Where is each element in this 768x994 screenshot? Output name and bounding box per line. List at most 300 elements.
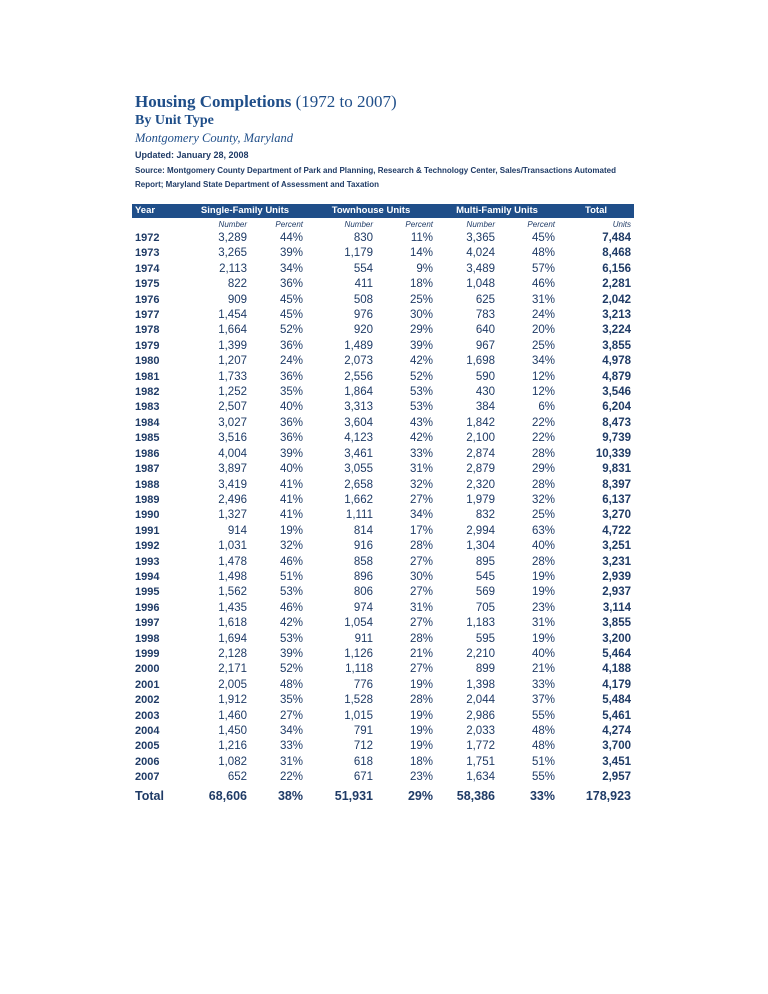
table-row — [132, 770, 634, 785]
cell-mf-percent: 22% — [531, 416, 555, 429]
cell-mf-number: 899 — [475, 663, 495, 676]
cell-mf-number: 1,979 — [466, 493, 495, 506]
cell-th-number: 1,126 — [344, 647, 373, 660]
cell-mf-number: 895 — [475, 555, 495, 568]
subheader-sf-number: Number — [218, 220, 247, 229]
table-row — [132, 570, 634, 585]
cell-th-number: 858 — [353, 555, 373, 568]
cell-sf-percent: 44% — [279, 232, 303, 244]
cell-sf-percent: 48% — [279, 678, 303, 691]
cell-th-percent: 53% — [409, 386, 433, 399]
cell-mf-percent: 31% — [531, 617, 555, 630]
total-mf-number: 58,386 — [456, 788, 495, 803]
source-note: Source: Montgomery County Department of Park and Planning, Research & Technology Center, Sales/Transactions Automated Report; Maryland State Department of Assessment and Taxation — [135, 166, 616, 189]
cell-mf-number: 2,320 — [466, 478, 495, 491]
cell-sf-percent: 51% — [279, 570, 303, 583]
cell-sf-number: 1,562 — [218, 586, 247, 599]
cell-total-units: 2,281 — [602, 278, 631, 291]
cell-mf-number: 1,183 — [466, 617, 495, 630]
cell-year: 1985 — [135, 432, 160, 445]
cell-mf-percent: 48% — [531, 725, 555, 737]
cell-year: 2003 — [135, 709, 160, 722]
cell-total-units: 3,251 — [602, 540, 631, 553]
cell-total-units: 6,137 — [602, 493, 631, 506]
cell-sf-number: 822 — [227, 278, 247, 291]
table-row — [132, 616, 634, 631]
cell-year: 1977 — [135, 309, 160, 322]
cell-year: 1991 — [135, 524, 160, 537]
table-row — [132, 493, 634, 508]
cell-sf-percent: 24% — [279, 355, 303, 368]
cell-mf-percent: 28% — [531, 478, 555, 491]
table-row — [132, 508, 634, 523]
cell-mf-number: 2,874 — [466, 447, 495, 460]
cell-total-units: 3,855 — [602, 339, 631, 352]
cell-mf-number: 2,044 — [466, 694, 495, 707]
cell-th-number: 1,662 — [344, 493, 373, 506]
cell-sf-number: 1,031 — [218, 540, 247, 553]
cell-year: 1982 — [135, 386, 160, 399]
table-row — [132, 662, 634, 677]
cell-mf-percent: 22% — [531, 432, 555, 445]
cell-year: 1973 — [135, 247, 160, 260]
cell-th-number: 1,118 — [345, 663, 373, 676]
table-row — [132, 478, 634, 493]
cell-mf-number: 2,100 — [466, 432, 495, 445]
cell-year: 1995 — [135, 586, 160, 599]
cell-year: 1994 — [135, 570, 160, 583]
cell-th-percent: 28% — [409, 694, 433, 707]
cell-th-percent: 31% — [409, 601, 433, 614]
cell-year: 1974 — [135, 262, 160, 275]
cell-total-units: 4,879 — [602, 370, 631, 383]
table-row — [132, 323, 634, 338]
cell-sf-percent: 34% — [279, 262, 303, 275]
cell-mf-percent: 6% — [538, 401, 555, 414]
cell-total-units: 2,042 — [602, 293, 631, 306]
cell-th-percent: 27% — [409, 493, 433, 506]
cell-th-percent: 21% — [409, 647, 433, 660]
page-subtitle: By Unit Type — [135, 113, 214, 128]
cell-sf-number: 2,005 — [218, 678, 247, 691]
cell-sf-number: 914 — [227, 524, 247, 537]
cell-mf-number: 625 — [475, 293, 495, 306]
cell-th-number: 896 — [353, 570, 373, 583]
cell-mf-percent: 29% — [531, 463, 555, 476]
cell-sf-number: 4,004 — [218, 447, 247, 460]
table-row — [132, 293, 634, 308]
cell-sf-percent: 32% — [279, 540, 303, 553]
total-mf-percent: 33% — [529, 788, 555, 803]
cell-sf-percent: 22% — [279, 771, 303, 784]
cell-total-units: 4,274 — [602, 725, 631, 737]
cell-mf-number: 640 — [475, 324, 495, 337]
cell-th-percent: 43% — [409, 416, 433, 429]
cell-year: 2000 — [135, 663, 160, 676]
cell-sf-number: 2,496 — [218, 493, 247, 506]
subheader-th-number: Number — [344, 220, 373, 229]
cell-year: 1997 — [135, 617, 160, 630]
cell-mf-percent: 33% — [531, 678, 555, 691]
table-row — [132, 447, 634, 462]
cell-th-percent: 19% — [409, 725, 433, 737]
cell-total-units: 3,213 — [602, 309, 631, 322]
cell-sf-percent: 46% — [279, 601, 303, 614]
cell-mf-number: 783 — [475, 309, 495, 322]
subheader-mf-percent: Percent — [527, 220, 555, 229]
cell-sf-number: 3,897 — [218, 463, 247, 476]
cell-mf-percent: 12% — [531, 370, 555, 383]
cell-total-units: 4,188 — [602, 663, 631, 676]
cell-year: 1988 — [135, 478, 160, 491]
table-row — [132, 354, 634, 369]
cell-th-number: 776 — [353, 678, 373, 691]
table-row — [132, 524, 634, 539]
cell-th-number: 791 — [353, 725, 373, 737]
cell-mf-number: 430 — [475, 386, 495, 399]
cell-sf-percent: 42% — [279, 617, 303, 630]
cell-year: 1990 — [135, 509, 160, 522]
cell-sf-number: 3,265 — [218, 247, 247, 260]
cell-th-percent: 23% — [409, 771, 433, 784]
cell-th-percent: 42% — [409, 432, 433, 445]
cell-sf-number: 2,507 — [218, 401, 247, 414]
cell-th-percent: 28% — [409, 540, 433, 553]
cell-sf-number: 1,733 — [218, 370, 247, 383]
cell-th-number: 1,489 — [344, 339, 373, 352]
cell-sf-number: 1,618 — [218, 617, 247, 630]
cell-sf-number: 1,664 — [218, 324, 247, 337]
header-total: Total — [558, 204, 634, 218]
cell-mf-percent: 45% — [531, 232, 555, 244]
cell-mf-percent: 25% — [531, 339, 555, 352]
cell-sf-number: 909 — [227, 293, 247, 306]
cell-th-number: 1,528 — [344, 694, 373, 707]
cell-sf-percent: 40% — [279, 401, 303, 414]
cell-total-units: 3,855 — [602, 617, 631, 630]
cell-th-number: 911 — [354, 632, 373, 645]
table-row — [132, 539, 634, 554]
cell-sf-percent: 31% — [279, 755, 303, 768]
cell-sf-percent: 45% — [279, 293, 303, 306]
cell-mf-percent: 24% — [531, 309, 555, 322]
cell-mf-percent: 34% — [531, 355, 555, 368]
cell-th-number: 830 — [353, 232, 373, 244]
table-row — [132, 246, 634, 261]
cell-th-number: 920 — [353, 324, 373, 337]
cell-th-number: 3,461 — [344, 447, 373, 460]
table-row — [132, 693, 634, 708]
cell-th-percent: 14% — [409, 247, 433, 260]
cell-total-units: 8,397 — [602, 478, 631, 491]
table-row — [132, 416, 634, 431]
cell-sf-number: 1,082 — [218, 755, 247, 768]
cell-year: 1998 — [135, 632, 160, 645]
cell-th-number: 3,313 — [344, 401, 373, 414]
cell-sf-percent: 46% — [279, 555, 303, 568]
cell-mf-number: 1,698 — [466, 355, 495, 368]
cell-mf-percent: 48% — [531, 740, 555, 753]
cell-year: 1983 — [135, 401, 160, 414]
table-subheader — [132, 218, 634, 231]
table-row — [132, 231, 634, 246]
cell-sf-number: 3,419 — [218, 478, 247, 491]
cell-total-units: 3,231 — [602, 555, 631, 568]
cell-th-percent: 32% — [409, 478, 433, 491]
cell-th-percent: 27% — [409, 663, 433, 676]
table-body — [132, 231, 634, 786]
cell-total-units: 4,722 — [602, 524, 631, 537]
cell-total-units: 6,204 — [602, 401, 631, 414]
cell-th-percent: 52% — [409, 370, 433, 383]
cell-th-number: 1,179 — [344, 247, 373, 260]
cell-sf-percent: 33% — [279, 740, 303, 753]
cell-sf-percent: 36% — [279, 416, 303, 429]
cell-mf-number: 384 — [475, 401, 495, 414]
table-row — [132, 755, 634, 770]
cell-mf-percent: 19% — [531, 632, 555, 645]
cell-sf-percent: 19% — [279, 524, 303, 537]
cell-mf-number: 595 — [475, 632, 495, 645]
table-row — [132, 385, 634, 400]
cell-sf-number: 1,207 — [218, 355, 247, 368]
cell-mf-percent: 51% — [531, 755, 555, 768]
cell-th-percent: 27% — [409, 617, 433, 630]
cell-total-units: 2,939 — [602, 570, 631, 583]
cell-year: 1992 — [135, 540, 160, 553]
cell-year: 1980 — [135, 355, 160, 368]
cell-mf-percent: 48% — [531, 247, 555, 260]
table-row — [132, 370, 634, 385]
cell-sf-number: 1,399 — [218, 339, 247, 352]
cell-total-units: 5,464 — [602, 647, 631, 660]
header-single-family: Single-Family Units — [184, 204, 306, 218]
cell-sf-number: 1,460 — [218, 709, 247, 722]
cell-total-units: 3,451 — [602, 755, 631, 768]
cell-th-number: 712 — [353, 740, 373, 753]
cell-mf-percent: 37% — [531, 694, 555, 707]
table-row — [132, 262, 634, 277]
cell-mf-percent: 32% — [531, 493, 555, 506]
cell-sf-percent: 52% — [279, 663, 303, 676]
cell-th-number: 3,604 — [344, 416, 373, 429]
cell-mf-percent: 55% — [531, 771, 555, 784]
cell-mf-percent: 20% — [531, 324, 555, 337]
cell-sf-number: 3,027 — [218, 416, 247, 429]
cell-sf-percent: 40% — [279, 463, 303, 476]
cell-th-percent: 42% — [409, 355, 433, 368]
header-year: Year — [132, 204, 184, 218]
cell-th-number: 2,556 — [344, 370, 373, 383]
cell-sf-percent: 39% — [279, 647, 303, 660]
cell-th-percent: 25% — [409, 293, 433, 306]
cell-mf-percent: 46% — [531, 278, 555, 291]
cell-sf-number: 3,289 — [218, 232, 247, 244]
cell-mf-number: 705 — [475, 601, 495, 614]
cell-sf-percent: 41% — [279, 509, 303, 522]
table-row — [132, 724, 634, 739]
cell-mf-percent: 23% — [531, 601, 555, 614]
cell-year: 1979 — [135, 339, 160, 352]
cell-year: 1984 — [135, 416, 160, 429]
cell-year: 1999 — [135, 647, 160, 660]
housing-completions-table — [132, 204, 634, 806]
cell-total-units: 3,114 — [602, 601, 631, 614]
cell-total-units: 3,270 — [602, 509, 631, 522]
cell-year: 1989 — [135, 493, 160, 506]
cell-total-units: 10,339 — [595, 447, 631, 460]
cell-year: 1993 — [135, 555, 160, 568]
table-row — [132, 277, 634, 292]
cell-th-percent: 19% — [409, 678, 433, 691]
cell-sf-percent: 53% — [279, 632, 303, 645]
cell-sf-percent: 41% — [279, 493, 303, 506]
cell-th-percent: 39% — [409, 339, 433, 352]
cell-mf-number: 2,210 — [466, 647, 495, 660]
table-row — [132, 400, 634, 415]
cell-th-number: 1,054 — [344, 617, 373, 630]
cell-sf-percent: 52% — [279, 324, 303, 337]
cell-th-percent: 30% — [409, 570, 433, 583]
cell-sf-percent: 45% — [279, 309, 303, 322]
cell-th-percent: 31% — [409, 463, 433, 476]
cell-mf-number: 2,994 — [466, 524, 495, 537]
total-row — [132, 786, 634, 806]
cell-year: 1996 — [135, 601, 160, 614]
cell-total-units: 3,224 — [602, 324, 631, 337]
cell-th-number: 671 — [353, 771, 373, 784]
table-row — [132, 555, 634, 570]
cell-total-units: 2,957 — [602, 771, 631, 784]
cell-mf-percent: 40% — [531, 540, 555, 553]
cell-th-number: 2,658 — [344, 478, 373, 491]
cell-mf-percent: 31% — [531, 293, 555, 306]
cell-th-number: 974 — [353, 601, 373, 614]
cell-th-number: 4,123 — [344, 432, 373, 445]
cell-total-units: 9,739 — [602, 432, 631, 445]
title-range: (1972 to 2007) — [295, 92, 397, 111]
cell-th-number: 3,055 — [344, 463, 373, 476]
cell-year: 2004 — [135, 725, 160, 737]
cell-sf-number: 1,435 — [218, 601, 247, 614]
cell-sf-number: 1,912 — [218, 694, 247, 707]
cell-th-number: 916 — [353, 540, 373, 553]
cell-mf-number: 3,489 — [466, 262, 495, 275]
cell-mf-number: 1,772 — [466, 740, 495, 753]
table-row — [132, 601, 634, 616]
header-multi-family: Multi-Family Units — [436, 204, 558, 218]
table-row — [132, 647, 634, 662]
total-th-number: 51,931 — [334, 788, 373, 803]
cell-year: 1978 — [135, 324, 160, 337]
cell-year: 2002 — [135, 694, 160, 707]
cell-th-number: 1,864 — [344, 386, 373, 399]
table-row — [132, 308, 634, 323]
cell-sf-number: 3,516 — [218, 432, 247, 445]
cell-year: 2006 — [135, 755, 160, 768]
cell-mf-number: 2,986 — [466, 709, 495, 722]
cell-sf-percent: 36% — [279, 278, 303, 291]
cell-mf-percent: 55% — [531, 709, 555, 722]
cell-th-percent: 9% — [416, 262, 433, 275]
total-th-percent: 29% — [407, 788, 433, 803]
cell-sf-number: 1,454 — [218, 309, 247, 322]
subheader-total-units: Units — [612, 220, 631, 229]
cell-th-number: 806 — [353, 586, 373, 599]
cell-year: 1972 — [135, 232, 160, 244]
county-name: Montgomery County, Maryland — [135, 131, 293, 145]
cell-mf-number: 545 — [475, 570, 495, 583]
table-row — [132, 339, 634, 354]
table-row — [132, 585, 634, 600]
cell-mf-percent: 63% — [531, 524, 555, 537]
cell-th-percent: 34% — [409, 509, 433, 522]
cell-th-number: 2,073 — [344, 355, 373, 368]
cell-sf-percent: 36% — [279, 432, 303, 445]
cell-mf-number: 1,304 — [466, 540, 495, 553]
cell-sf-percent: 36% — [279, 339, 303, 352]
cell-mf-percent: 25% — [531, 509, 555, 522]
cell-mf-percent: 28% — [531, 555, 555, 568]
cell-total-units: 6,156 — [602, 262, 631, 275]
cell-sf-number: 2,171 — [218, 663, 247, 676]
cell-total-units: 5,461 — [602, 709, 631, 722]
cell-total-units: 3,200 — [602, 632, 631, 645]
cell-year: 2007 — [135, 771, 160, 784]
cell-sf-number: 2,113 — [219, 262, 247, 275]
cell-th-percent: 28% — [409, 632, 433, 645]
cell-th-percent: 17% — [409, 524, 433, 537]
cell-sf-number: 1,252 — [218, 386, 247, 399]
cell-th-percent: 27% — [409, 586, 433, 599]
cell-sf-number: 1,216 — [218, 740, 247, 753]
cell-mf-percent: 28% — [531, 447, 555, 460]
cell-mf-number: 1,634 — [466, 771, 495, 784]
cell-total-units: 3,546 — [602, 386, 631, 399]
subheader-blank — [132, 218, 184, 231]
cell-th-percent: 30% — [409, 309, 433, 322]
cell-mf-percent: 19% — [531, 570, 555, 583]
cell-sf-percent: 35% — [279, 386, 303, 399]
cell-sf-number: 652 — [227, 771, 247, 784]
cell-mf-percent: 19% — [531, 586, 555, 599]
cell-mf-percent: 57% — [531, 262, 555, 275]
cell-th-number: 508 — [353, 293, 373, 306]
cell-sf-percent: 41% — [279, 478, 303, 491]
cell-th-percent: 18% — [409, 755, 433, 768]
page-title — [135, 92, 397, 112]
cell-sf-number: 1,478 — [218, 555, 247, 568]
table-header-band — [132, 204, 634, 218]
cell-sf-percent: 36% — [279, 370, 303, 383]
cell-sf-percent: 39% — [279, 447, 303, 460]
cell-th-number: 976 — [353, 309, 373, 322]
cell-mf-number: 569 — [475, 586, 495, 599]
cell-year: 2001 — [135, 678, 160, 691]
cell-th-percent: 27% — [409, 555, 433, 568]
cell-sf-percent: 27% — [279, 709, 303, 722]
cell-mf-number: 832 — [475, 509, 495, 522]
total-label: Total — [135, 788, 164, 803]
cell-th-number: 618 — [353, 755, 373, 768]
cell-mf-number: 1,048 — [466, 278, 495, 291]
cell-total-units: 4,179 — [602, 678, 631, 691]
cell-year: 1981 — [135, 370, 160, 383]
cell-year: 1986 — [135, 447, 160, 460]
cell-mf-number: 1,398 — [466, 678, 495, 691]
cell-total-units: 3,700 — [602, 740, 631, 753]
cell-th-percent: 19% — [409, 709, 433, 722]
